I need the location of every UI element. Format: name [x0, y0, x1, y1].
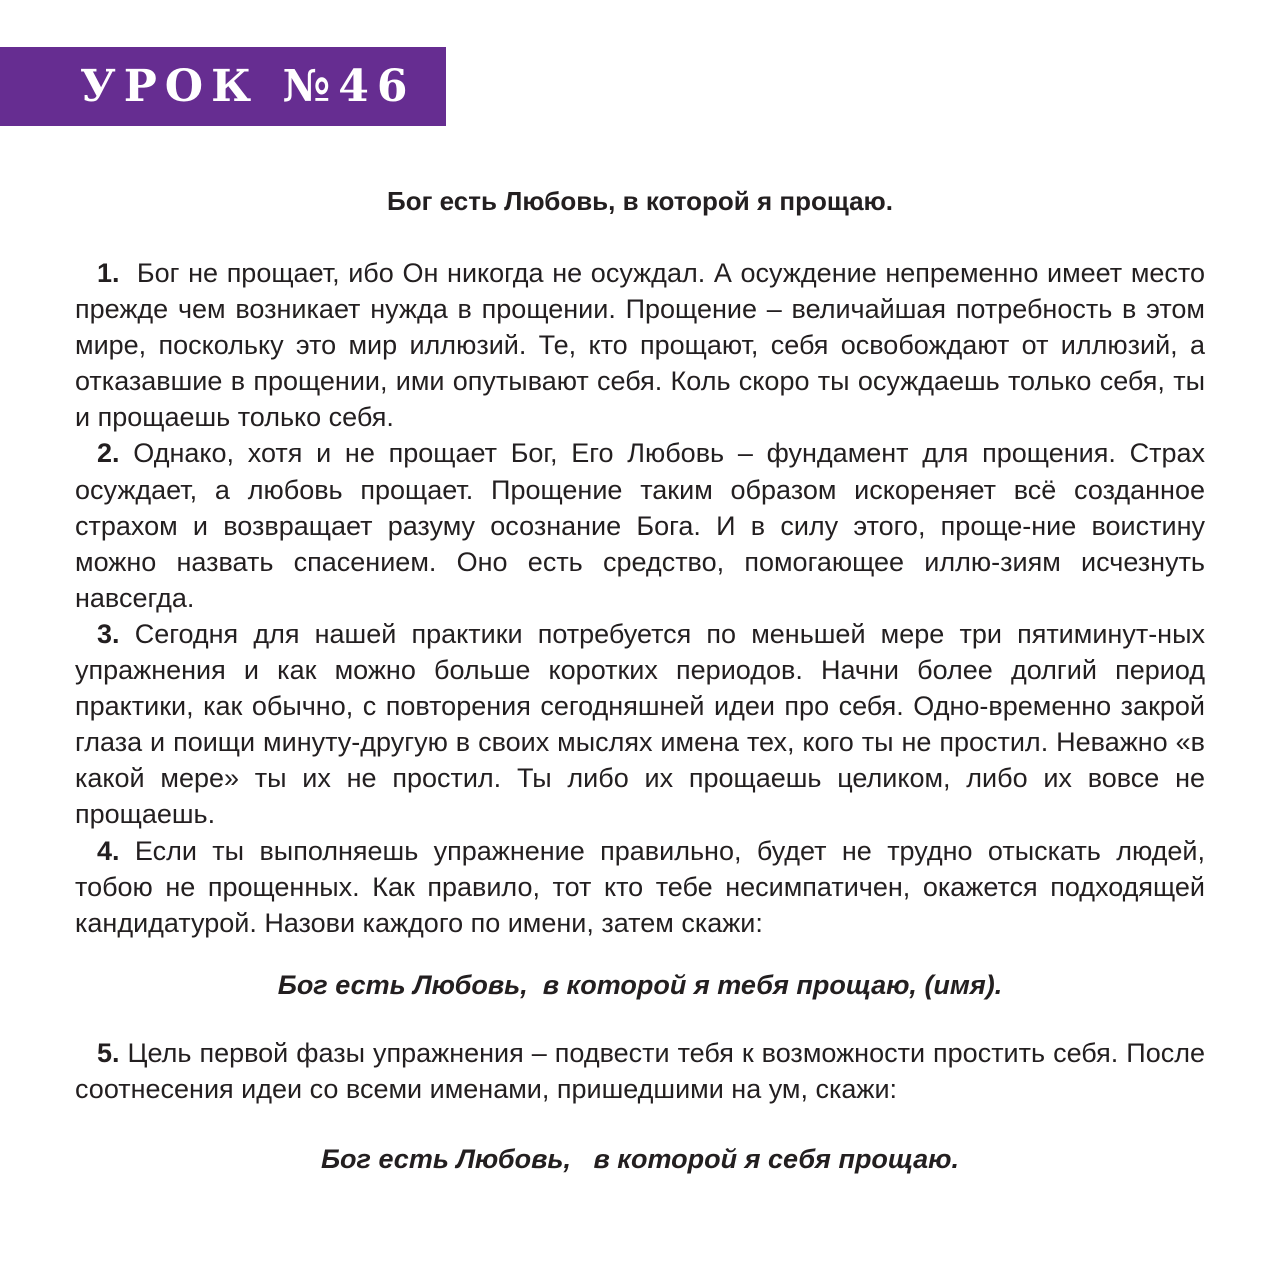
paragraph-5: [75, 1035, 1205, 1107]
paragraph-text: Однако, хотя и не прощает Бог, Его Любовь – фундамент для прощения. Страх осуждает, а любовь прощает. Прощение таким образом искореняет всё созданное страхом и возвращает разуму осознание Бога. И в силу этого, проще-ние воистину можно назвать спасением. Оно есть средство, помогающее иллю-зиям исчезнуть навсегда.: [75, 438, 1205, 613]
paragraph-text: Цель первой фазы упражнения – подвести тебя к возможности простить себя. После соотнесения идеи со всеми именами, пришедшими на ум, скажи:: [75, 1037, 1205, 1104]
paragraph-number: 3.: [97, 618, 120, 649]
paragraph-number: 1.: [97, 258, 120, 288]
paragraph-number: 4.: [97, 835, 120, 866]
paragraph-number: 5.: [97, 1037, 120, 1068]
affirmation-forgive-self: Бог есть Любовь, в которой я себя прощаю.: [320, 1143, 960, 1174]
paragraph-text: Бог не прощает, ибо Он никогда не осуждал. А осуждение непременно имеет место прежде чем возникает нужда в прощении. Прощение – величайшая потребность в этом мире, поскольку это мир иллюзий. Те, кто прощают, себя освобождают от иллюзий, а отказавшие в прощении, ими опутывают себя. Коль скоро ты осуждаешь только себя, ты и прощаешь только себя.: [75, 258, 1205, 433]
paragraph-text: Если ты выполняешь упражнение правильно, будет не трудно отыскать людей, тобою не прощенных. Как правило, тот кто тебе несимпатичен, окажется подходящей кандидатурой. Назови каждого по имени, затем скажи:: [75, 835, 1205, 938]
lesson-banner: [0, 47, 446, 126]
paragraph-1: [75, 255, 1205, 435]
paragraph-text: Сегодня для нашей практики потребуется по меньшей мере три пятиминут-ных упражнения и как можно больше коротких периодов. Начни более долгий период практики, как обычно, с повторения сегодняшней идеи про себя. Одно-временно закрой глаза и поищи минуту-другую в своих мыслях имена тех, кого ты не простил. Неважно «в какой мере» ты их не простил. Ты либо их прощаешь целиком, либо их вовсе не прощаешь.: [75, 618, 1205, 830]
affirmation-forgive-other: Бог есть Любовь, в которой я тебя прощаю, (имя).: [277, 969, 1003, 1000]
lesson-number: УРОК №46: [80, 61, 416, 112]
paragraph-number: 2.: [97, 438, 120, 469]
lesson-title: Бог есть Любовь, в которой я прощаю.: [387, 186, 893, 216]
paragraph-2: [75, 435, 1205, 615]
paragraph-4: [75, 833, 1205, 941]
paragraph-3: [75, 616, 1205, 833]
lesson-body: [75, 255, 1205, 1177]
